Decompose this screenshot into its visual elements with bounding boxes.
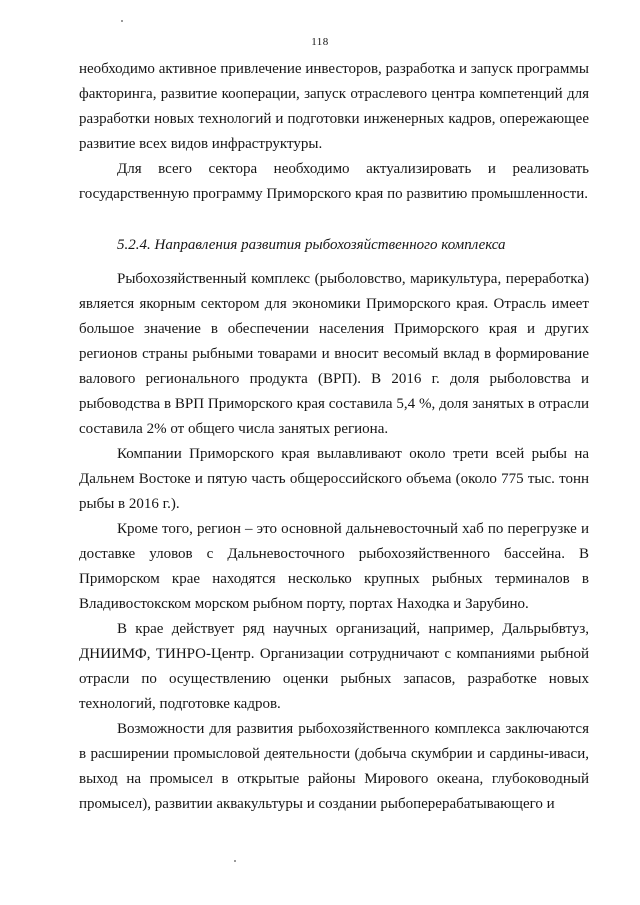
paragraph-fishery-overview: Рыбохозяйственный комплекс (рыболовство, марикультура, переработка) является якорным сектором для экономики Приморского края. Отрасль имеет большое значение в обеспечении населения Приморского края и других регионов страны рыбными товарами и вносит весомый вклад в формирование валового регионального продукта (ВРП). В 2016 г. доля рыболовства и рыбоводства в ВРП Приморского края составила 5,4 %, доля занятых в отрасли составила 2% от общего числа занятых региона. bbox=[79, 271, 589, 437]
page-body bbox=[79, 57, 589, 817]
paragraph-program: Для всего сектора необходимо актуализировать и реализовать государственную программу Приморского края по развитию промышленности. bbox=[79, 161, 589, 202]
paragraph-development-opportunities: Возможности для развития рыбохозяйственного комплекса заключаются в расширении промысловой деятельности (добыча скумбрии и сардины-иваси, выход на промысел в открытые районы Мирового океана, глубоководный промысел), развитии аквакультуры и создании рыбоперерабатывающего и bbox=[79, 721, 589, 812]
scan-speck bbox=[121, 20, 123, 22]
paragraph-logistics-hub: Кроме того, регион – это основной дальневосточный хаб по перегрузке и доставке уловов с Дальневосточного рыбохозяйственного бассейна. В Приморском крае находятся несколько крупных рыбных терминалов в Владивостокском морском рыбном порту, портах Находка и Зарубино. bbox=[79, 521, 589, 612]
paragraph-catch-volume: Компании Приморского края вылавливают около трети всей рыбы на Дальнем Востоке и пятую часть общероссийского объема (около 775 тыс. тонн рыбы в 2016 г.). bbox=[79, 446, 589, 512]
scan-speck bbox=[234, 860, 236, 862]
section-heading: 5.2.4. Направления развития рыбохозяйственного комплекса bbox=[117, 237, 506, 253]
page-number: 118 bbox=[311, 36, 329, 48]
paragraph-continuation: необходимо активное привлечение инвесторов, разработка и запуск программы факторинга, развитие кооперации, запуск отраслевого центра компетенций для разработки новых технологий и подготовки инженерных кадров, опережающее развитие всех видов инфраструктуры. bbox=[79, 61, 589, 152]
paragraph-research-organizations: В крае действует ряд научных организаций, например, Дальрыбвтуз, ДНИИМФ, ТИНРО-Центр. Организации сотрудничают с компаниями рыбной отрасли по осуществлению оценки рыбных запасов, разработке новых технологий, подготовке кадров. bbox=[79, 621, 589, 712]
